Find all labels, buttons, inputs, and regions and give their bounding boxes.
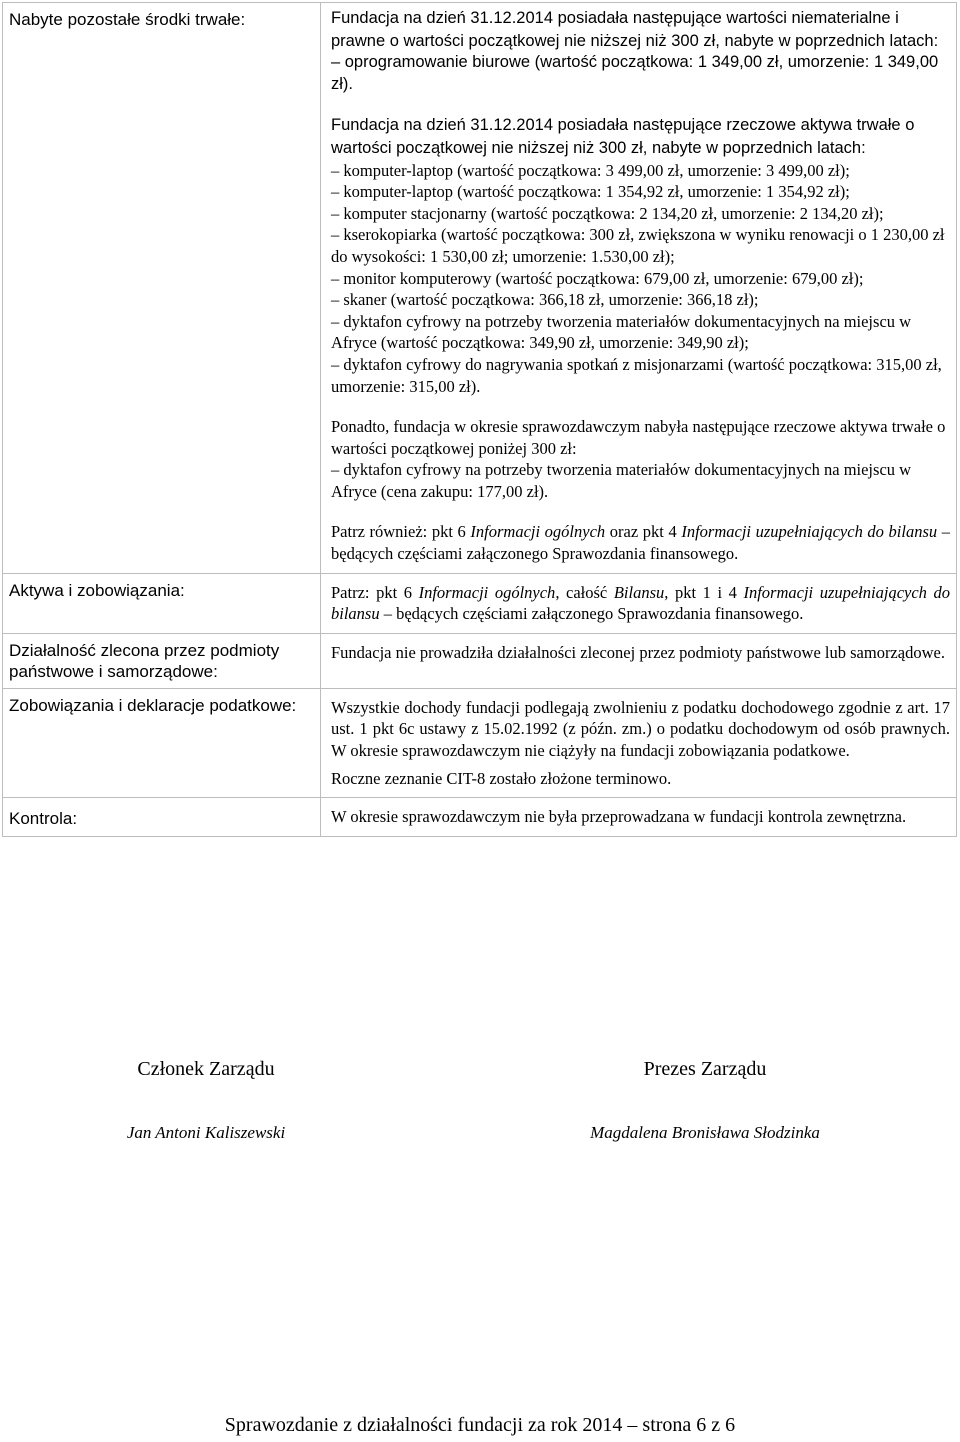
page-footer: Sprawozdanie z działalności fundacji za rok 2014 – strona 6 z 6	[224, 1414, 736, 1436]
low-value-assets-section	[331, 416, 950, 502]
row-content: Fundacja nie prowadziła działalności zleconej przez podmioty państwowe lub samorządowe.	[321, 633, 957, 688]
list-item: – komputer-laptop (wartość początkowa: 3 499,00 zł, umorzenie: 3 499,00 zł);	[331, 160, 850, 180]
list-item: – oprogramowanie biurowe (wartość początkowa: 1 349,00 zł, umorzenie: 1 349,00 zł).	[331, 53, 939, 93]
reference-italic: Informacji ogólnych	[418, 582, 556, 602]
cit-paragraph: Roczne zeznanie CIT-8 zostało złożone terminowo.	[331, 768, 672, 788]
text-fragment: oraz pkt 4	[605, 522, 682, 542]
row-content	[321, 688, 957, 797]
row-label: Działalność zlecona przez podmioty państwowe i samorządowe:	[3, 633, 321, 688]
row-label: Nabyte pozostałe środki trwałe:	[3, 3, 321, 574]
list-item: – monitor komputerowy (wartość początkowa: 679,00 zł, umorzenie: 679,00 zł);	[331, 268, 864, 288]
row-tax-obligations	[3, 688, 957, 797]
text-fragment: , całość	[555, 582, 614, 602]
row-commissioned-activity	[3, 633, 957, 688]
text-fragment: , pkt 1 i 4	[664, 582, 744, 602]
row-label: Zobowiązania i deklaracje podatkowe:	[3, 688, 321, 797]
signature-name: Magdalena Bronisława Słodzinka	[590, 1123, 820, 1142]
reference-italic: Informacji uzupełniających do bilansu	[681, 522, 938, 542]
tangible-intro: Fundacja na dzień 31.12.2014 posiadała następujące rzeczowe aktywa trwałe o wartości początkowej nie niższej niż 300 zł, nabyte w poprzednich latach:	[331, 116, 915, 157]
see-also-note	[331, 521, 950, 564]
list-item: – komputer-laptop (wartość początkowa: 1 354,92 zł, umorzenie: 1 354,92 zł);	[331, 182, 850, 202]
intangible-intro: Fundacja na dzień 31.12.2014 posiadała następujące wartości niematerialne i prawne o wartości początkowej nie niższej niż 300 zł, nabyte w poprzednich latach:	[331, 9, 939, 50]
signature-left	[76, 1058, 336, 1143]
row-content	[321, 573, 957, 633]
row-fixed-assets	[3, 3, 957, 574]
list-item: – dyktafon cyfrowy na potrzeby tworzenia materiałów dokumentacyjnych na miejscu w Afryce (wartość początkowa: 349,90 zł, umorzenie: 349,90 zł);	[331, 311, 912, 353]
signature-role: Prezes Zarządu	[643, 1058, 767, 1080]
row-content	[321, 3, 957, 574]
list-item: – skaner (wartość początkowa: 366,18 zł, umorzenie: 366,18 zł);	[331, 290, 759, 310]
row-audit	[3, 798, 957, 837]
row-label: Kontrola:	[3, 798, 321, 837]
reference-italic: Informacji ogólnych	[470, 522, 606, 542]
row-label: Aktywa i zobowiązania:	[3, 573, 321, 633]
signature-name: Jan Antoni Kaliszewski	[126, 1123, 286, 1142]
intangible-assets-section	[331, 7, 950, 95]
signature-role: Członek Zarządu	[137, 1058, 275, 1080]
signature-right	[555, 1058, 855, 1143]
reference-italic: Bilansu	[613, 582, 665, 602]
row-content: W okresie sprawozdawczym nie była przeprowadzana w fundacji kontrola zewnętrzna.	[321, 798, 957, 837]
low-value-intro: Ponadto, fundacja w okresie sprawozdawczym nabyła następujące rzeczowe aktywa trwałe o wartości początkowej poniżej 300 zł:	[331, 417, 946, 458]
report-table	[2, 2, 957, 837]
reference-italic: Informacji uzupełniających do bilansu	[331, 582, 950, 624]
tax-paragraph: Wszystkie dochody fundacji podlegają zwolnieniu z podatku dochodowego zgodnie z art. 17 ust. 1 pkt 6c ustawy z 15.02.1992 (z późn. zm.) o podatku dochodowym od osób prawnych. W okresie sprawozdawczym nie ciążyły na fundacji zobowiązania podatkowe.	[331, 697, 950, 761]
list-item: – kserokopiarka (wartość początkowa: 300 zł, zwiększona w wyniku renowacji o 1 230,00 zł do wysokości: 1 530,00 zł; umorzenie: 1.530,00 zł);	[331, 225, 945, 266]
list-item: – dyktafon cyfrowy na potrzeby tworzenia materiałów dokumentacyjnych na miejscu w Afryce (cena zakupu: 177,00 zł).	[331, 460, 912, 501]
tangible-assets-section	[331, 114, 950, 397]
list-item: – komputer stacjonarny (wartość początkowa: 2 134,20 zł, umorzenie: 2 134,20 zł);	[331, 203, 884, 223]
text-fragment: Patrz również: pkt 6	[331, 522, 471, 542]
row-assets-liabilities	[3, 573, 957, 633]
list-item: – dyktafon cyfrowy do nagrywania spotkań z misjonarzami (wartość początkowa: 315,00 zł, umorzenie: 315,00 zł).	[331, 354, 942, 396]
text-fragment: – będących częściami załączonego Sprawozdania finansowego.	[379, 604, 804, 624]
text-fragment: Patrz: pkt 6	[331, 582, 419, 602]
text-fragment: – będących częściami załączonego Sprawozdania finansowego.	[331, 522, 950, 564]
